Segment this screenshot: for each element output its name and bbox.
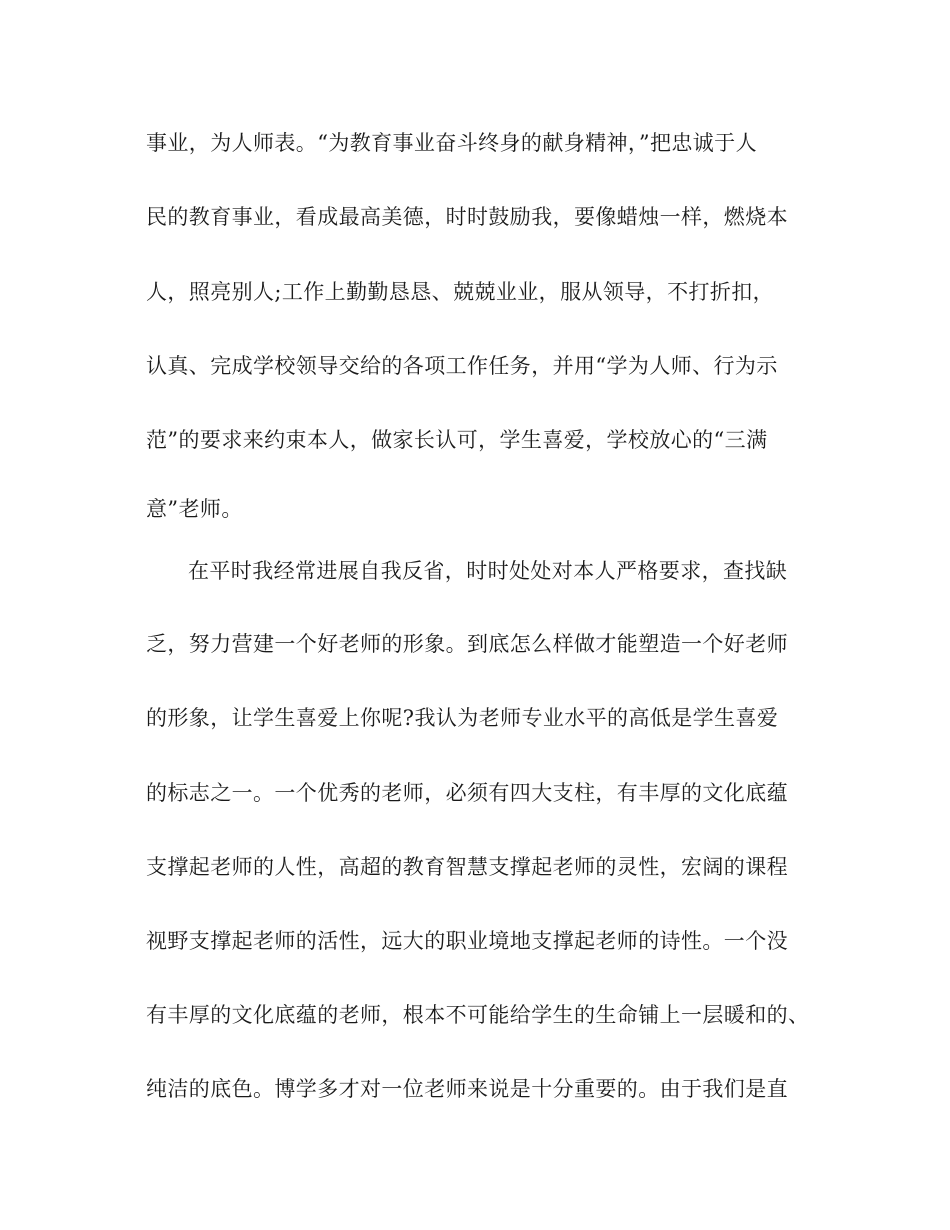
paragraph-start-line: 在平时我经常进展自我反省，时时处处对本人严格要求，查找缺 — [188, 559, 788, 583]
text-line: 民的教育事业，看成最高美德，时时鼓励我，要像蜡烛一样，燃烧本 — [146, 205, 788, 229]
text-line: 范”的要求来约束本人，做家长认可，学生喜爱，学校放心的“三满 — [146, 428, 768, 452]
text-line: 支撑起老师的人性，高超的教育智慧支撑起老师的灵性，宏阔的课程 — [146, 855, 788, 879]
text-line: 乏，努力营建一个好老师的形象。到底怎么样做才能塑造一个好老师 — [146, 632, 788, 656]
text-line: 纯洁的底色。博学多才对一位老师来说是十分重要的。由于我们是直 — [146, 1077, 788, 1101]
text-line: 的标志之一。一个优秀的老师，必须有四大支柱，有丰厚的文化底蕴 — [146, 781, 788, 805]
text-line: 视野支撑起老师的活性，远大的职业境地支撑起老师的诗性。一个没 — [146, 929, 788, 953]
text-line: 有丰厚的文化底蕴的老师，根本不可能给学生的生命铺上一层暖和的、 — [146, 1003, 810, 1027]
text-line: 认真、完成学校领导交给的各项工作任务，并用“学为人师、行为示 — [146, 354, 778, 378]
text-line: 人，照亮别人;工作上勤勤恳恳、兢兢业业，服从领导，不打折扣， — [146, 280, 775, 304]
text-line: 意”老师。 — [146, 497, 243, 521]
text-line: 事业，为人师表。“为教育事业奋斗终身的献身精神，”把忠诚于人 — [146, 131, 757, 155]
text-line: 的形象，让学生喜爱上你呢?我认为老师专业水平的高低是学生喜爱 — [146, 706, 779, 730]
